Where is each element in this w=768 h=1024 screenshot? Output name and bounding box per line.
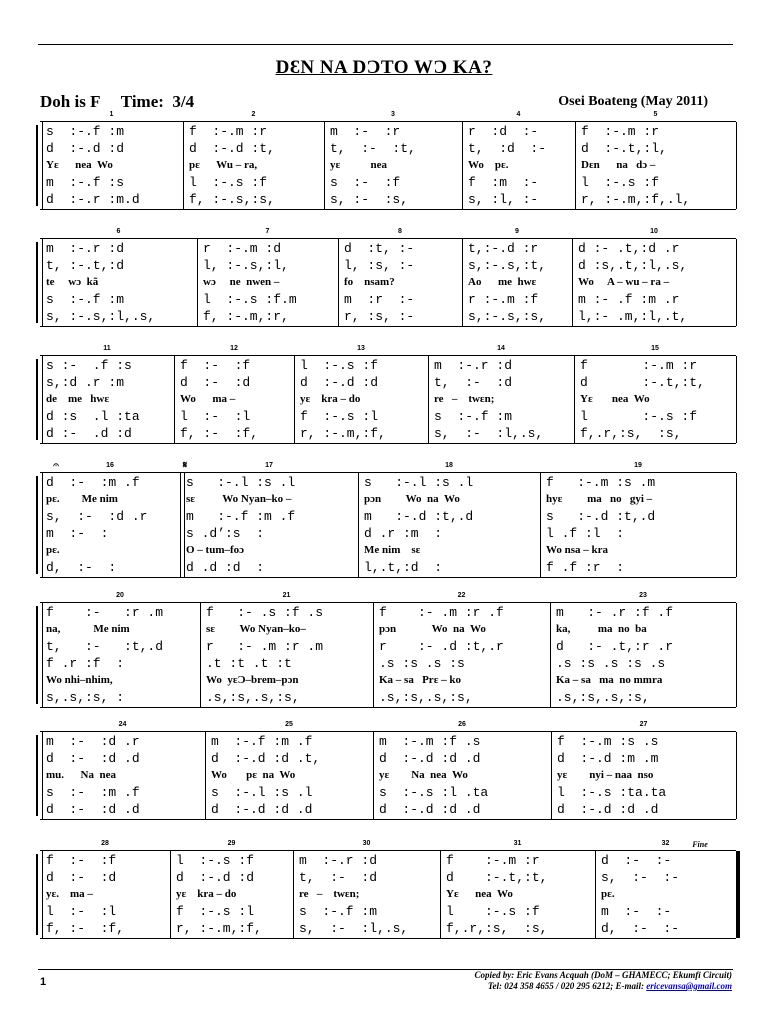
solfa-notes: l :-.s :f [581, 175, 660, 190]
solfa-notes: l :-.s :f [176, 853, 255, 868]
solfa-row [40, 508, 736, 525]
solfa-notes: s, :- :d .r [46, 509, 148, 524]
measure-number: 13 [357, 345, 365, 352]
contact-tel: Tel: 024 358 4655 / 020 295 6212; E-mail: [487, 981, 647, 991]
measure-number: 17 [265, 462, 273, 469]
solfa-notes: f :- .m :r .f [379, 605, 504, 620]
measure-number: 1 [109, 111, 114, 118]
solfa-notes: f :-.m :r [189, 124, 268, 139]
staff [40, 121, 736, 210]
lyric-text: Yɛ nea Wo [580, 393, 650, 405]
solfa-row [40, 357, 736, 374]
solfa-notes: r :d :- [468, 124, 539, 139]
solfa-notes: r :- .d :t,.r [379, 639, 504, 654]
measure-number: 24 [118, 721, 127, 728]
solfa-notes: m :- : [46, 526, 109, 541]
time-signature: Time: 3/4 [120, 92, 195, 111]
solfa-notes: f :-.m :r [581, 124, 660, 139]
solfa-notes: s, :- :l,.s, [299, 921, 409, 936]
solfa-notes: r :- .m :r .m [206, 639, 324, 654]
solfa-notes: d :-.r :m.d [46, 192, 140, 207]
solfa-row [40, 655, 736, 672]
solfa-notes: f,.r,:s, :s, [446, 921, 548, 936]
lyric-text: fo nsam? [344, 276, 395, 288]
solfa-notes: t,:-.d :r [468, 241, 539, 256]
solfa-notes: d :-.d :d [176, 870, 255, 885]
lyric-text: na, Me nim [46, 623, 130, 635]
lyric-row [40, 491, 736, 508]
solfa-notes: .s,:s,.s,:s, [206, 690, 300, 705]
solfa-notes: .s :s .s :s [379, 656, 465, 671]
solfa-notes: s,:-.s,:s, [468, 309, 547, 324]
lyric-text: yɛ nyi – naa nso [557, 769, 654, 781]
solfa-row [40, 191, 736, 208]
solfa-notes: f,.r,:s, :s, [580, 426, 682, 441]
solfa-notes: s :-.f :m [299, 904, 378, 919]
solfa-notes: d :- :m .f [46, 475, 140, 490]
solfa-notes: f :- :f [46, 853, 117, 868]
fermata-icon: 𝄐 [53, 460, 59, 471]
system-4 [40, 460, 736, 578]
solfa-notes: l :-.s :f.m [203, 292, 297, 307]
solfa-notes: l, :-.s,:l, [203, 258, 289, 273]
solfa-notes: f :-.m :s .s [557, 734, 659, 749]
solfa-notes: l :- :l [180, 409, 251, 424]
solfa-notes: d, :- :- [601, 921, 680, 936]
lyric-text: hyɛ ma no gyi – [546, 493, 653, 505]
staff [40, 238, 736, 327]
measure-number: 26 [458, 721, 466, 728]
staff [40, 355, 736, 444]
solfa-row [40, 240, 736, 257]
solfa-notes: f :-.s :l [176, 904, 255, 919]
solfa-row [40, 750, 736, 767]
solfa-notes: f, :- :f, [180, 426, 259, 441]
measure-number: 16 [106, 462, 114, 469]
solfa-notes: f, :-.s,:s, [189, 192, 275, 207]
segno-icon: 𝄋 [182, 460, 188, 471]
solfa-notes: .s,:s,.s,:s, [556, 690, 650, 705]
measure-number: 15 [651, 345, 659, 352]
solfa-row [40, 638, 736, 655]
system-brace [36, 854, 38, 935]
measure-number: 22 [457, 592, 466, 599]
solfa-notes: r, :-.m,:f,.l, [581, 192, 691, 207]
measure-numbers [40, 840, 736, 850]
measure-number: 31 [513, 840, 522, 847]
solfa-notes: s :- .f :s [46, 358, 132, 373]
solfa-notes: l :-.s :ta.ta [557, 785, 667, 800]
lyric-text: Ka – sa Prɛ – ko [379, 674, 462, 686]
solfa-notes: s :- :f [330, 175, 401, 190]
staff [40, 731, 736, 820]
measure-number: 30 [362, 840, 371, 847]
solfa-notes: t, :-.t,:d [46, 258, 125, 273]
solfa-notes: d .r :m : [364, 526, 443, 541]
solfa-notes: m :-.m :f .s [379, 734, 481, 749]
solfa-notes: s,:d .r :m [46, 375, 125, 390]
copied-by: Copied by: Eric Evans Acquah (DoM – GHAMECC; Ekumfi Circuit) [474, 970, 732, 980]
solfa-notes: l .f :l : [546, 526, 625, 541]
measure-number: 21 [282, 592, 291, 599]
solfa-notes: .s :s .s :s .s [556, 656, 666, 671]
lyric-row [40, 542, 736, 559]
header-rule [38, 44, 733, 45]
solfa-notes: f :- :f [180, 358, 251, 373]
solfa-notes: m :r :- [344, 292, 415, 307]
solfa-row [40, 920, 736, 937]
solfa-notes: d :t, :- [344, 241, 415, 256]
system-2 [40, 228, 736, 327]
solfa-notes: s :-.d :t,.d [546, 509, 656, 524]
measure-numbers [40, 462, 736, 472]
lyric-text: Yɛ nea Wo [46, 159, 113, 171]
lyric-text: Wo yɛƆ–brem–pɔn [206, 674, 299, 686]
lyric-text: Wo ma – [180, 393, 236, 405]
composer: Osei Boateng (May 2011) [558, 94, 708, 109]
solfa-notes: s :-.s :l .ta [379, 785, 489, 800]
solfa-notes: .t :t .t :t [206, 656, 292, 671]
solfa-notes: s :-.l :s .l [364, 475, 474, 490]
solfa-notes: m :-.r :d [299, 853, 378, 868]
solfa-notes: f .r :f : [46, 656, 125, 671]
lyric-text: Wo A – wu – ra – [578, 276, 670, 288]
solfa-notes: t, :d :- [468, 141, 547, 156]
solfa-notes: m :-.r :d [46, 241, 125, 256]
solfa-row [40, 174, 736, 191]
solfa-row [40, 869, 736, 886]
solfa-notes: t, :- :d [299, 870, 378, 885]
solfa-notes: s, :-.s,:l,.s, [46, 309, 156, 324]
system-5 [40, 592, 736, 708]
lyric-text: Yɛ nea Wo [446, 888, 513, 900]
copy-credit [475, 970, 732, 992]
lyric-text: Ao me hwɛ [468, 276, 537, 288]
lyric-text: Ka – sa ma no mmra [556, 674, 663, 686]
system-brace [36, 476, 38, 574]
solfa-notes: d :s .l :ta [46, 409, 140, 424]
solfa-notes: d .d :d : [186, 560, 265, 575]
solfa-notes: d :-.d :t, [189, 141, 275, 156]
solfa-notes: l :-.s :f [446, 904, 540, 919]
solfa-notes: s,.s,:s, : [46, 690, 125, 705]
solfa-notes: .s,:s,.s,:s, [379, 690, 473, 705]
solfa-notes: m :-.r :d [434, 358, 513, 373]
system-brace [36, 242, 38, 323]
solfa-row [40, 408, 736, 425]
measure-number: 4 [516, 111, 521, 118]
lyric-text: re – twɛn; [434, 393, 495, 405]
staff [40, 602, 736, 708]
solfa-row [40, 374, 736, 391]
solfa-row [40, 852, 736, 869]
staff [40, 472, 736, 578]
lyric-text: Wo pɛ. [468, 159, 509, 171]
measure-number: 14 [497, 345, 505, 352]
solfa-notes: t, :- :t,.d [46, 639, 164, 654]
solfa-notes: r, :-.m,:f, [300, 426, 386, 441]
measure-number: 10 [650, 228, 658, 235]
solfa-notes: f .f :r : [546, 560, 625, 575]
solfa-notes: d :-.t,:l, [581, 141, 667, 156]
system-1 [40, 111, 736, 210]
solfa-notes: f :-.s :l [300, 409, 379, 424]
lyric-text: yɛ. ma – [46, 888, 93, 900]
solfa-notes: d :- :d [180, 375, 251, 390]
lyric-text: O – tum–foɔ [186, 544, 245, 556]
solfa-row [40, 291, 736, 308]
solfa-notes: s :-.f :m [46, 292, 125, 307]
solfa-row [40, 903, 736, 920]
solfa-notes: r, :s, :- [344, 309, 415, 324]
lyric-text: mu. Na nea [46, 769, 116, 781]
solfa-notes: s .d’:s : [186, 526, 265, 541]
solfa-notes: s, :- :- [601, 870, 680, 885]
lyric-text: Me nim sɛ [364, 544, 421, 556]
measure-number: 19 [634, 462, 642, 469]
solfa-notes: s :-.l :s .l [211, 785, 313, 800]
solfa-notes: s, :- :l,.s, [434, 426, 544, 441]
solfa-row [40, 525, 736, 542]
lyric-row [40, 157, 736, 174]
staff [40, 850, 736, 939]
solfa-notes: f :-.m :r [446, 853, 540, 868]
solfa-notes: f :-.m :s .m [546, 475, 656, 490]
lyric-text: sɛ Wo Nyan–ko– [206, 623, 306, 635]
solfa-notes: d :- :d .d [46, 802, 140, 817]
measure-number: 20 [116, 592, 124, 599]
system-brace [36, 359, 38, 440]
solfa-notes: r :-.m :d [203, 241, 282, 256]
solfa-notes: m :- :d .r [46, 734, 140, 749]
lyric-text: de me hwɛ [46, 393, 110, 405]
measure-number: 12 [230, 345, 238, 352]
lyric-text: ka, ma no ba [556, 623, 647, 635]
key-and-time [40, 92, 194, 112]
solfa-notes: d :- .d :d [46, 426, 132, 441]
solfa-row [40, 604, 736, 621]
solfa-notes: s :-.f :m [46, 124, 125, 139]
lyric-text: te wɔ kã [46, 276, 99, 288]
solfa-notes: f :- .s :f .s [206, 605, 324, 620]
measure-number: 27 [639, 721, 648, 728]
solfa-notes: d, :- : [46, 560, 117, 575]
lyric-row [40, 886, 736, 903]
solfa-notes: d :- :- [601, 853, 672, 868]
lyric-row [40, 767, 736, 784]
solfa-row [40, 689, 736, 706]
solfa-notes: l, :s, :- [344, 258, 415, 273]
measure-number: 28 [101, 840, 109, 847]
measure-number: 9 [515, 228, 519, 235]
song-title: DƐN NA DƆTO WƆ KA? [275, 57, 493, 78]
lyric-text: yɛ kra – do [300, 393, 361, 405]
measure-number: 3 [391, 111, 395, 118]
solfa-notes: r, :-.m,:f, [176, 921, 262, 936]
measure-number: 6 [116, 228, 121, 235]
solfa-notes: d :-.d :d .d [557, 802, 659, 817]
lyric-text: yɛ Na nea Wo [379, 769, 468, 781]
solfa-notes: d :-.d :d .d [211, 802, 313, 817]
measure-number: 8 [398, 228, 402, 235]
solfa-notes: m :-.f :s [46, 175, 125, 190]
solfa-notes: l,.t,:d : [364, 560, 443, 575]
solfa-notes: d :-.d :d .t, [211, 751, 321, 766]
solfa-row [40, 123, 736, 140]
system-brace [36, 125, 38, 206]
measure-number: 5 [653, 111, 658, 118]
measure-number: 2 [251, 111, 256, 118]
solfa-notes: m :-.f :m .f [211, 734, 313, 749]
measure-numbers [40, 111, 736, 121]
solfa-notes: s :-.l :s .l [186, 475, 296, 490]
email-link[interactable]: ericevansa@gmail.com [646, 981, 732, 991]
lyric-text: pɛ Wu – ra, [189, 159, 258, 171]
page-number: 1 [40, 976, 47, 988]
solfa-notes: s :- :m .f [46, 785, 140, 800]
solfa-row [40, 559, 736, 576]
measure-number: 7 [265, 228, 270, 235]
measure-number: 25 [285, 721, 293, 728]
solfa-notes: m :- :r [330, 124, 401, 139]
lyric-text: pɔn Wo na Wo [364, 493, 460, 505]
lyric-text: pɔn Wo na Wo [379, 623, 486, 635]
solfa-notes: f :m :- [468, 175, 539, 190]
solfa-notes: s,:-.s,:t, [468, 258, 547, 273]
lyric-text: wɔ ne nwen – [203, 276, 280, 288]
solfa-notes: t, :- :t, [330, 141, 416, 156]
solfa-notes: s :-.f :m [434, 409, 513, 424]
solfa-notes: f :-.m :r [580, 358, 698, 373]
solfa-notes: m :- .r :f .f [556, 605, 674, 620]
measure-number: 18 [445, 462, 453, 469]
solfa-row [40, 733, 736, 750]
key-signature: Doh is F [40, 92, 100, 111]
lyric-text: yɛ nea [330, 159, 387, 171]
solfa-notes: d :-.d :d [46, 141, 125, 156]
solfa-notes: f, :- :f, [46, 921, 125, 936]
fine-label: Fine [692, 840, 708, 849]
solfa-notes: m :- :- [601, 904, 672, 919]
measure-number: 11 [103, 345, 111, 352]
system-3 [40, 345, 736, 444]
lyric-text: pɛ. Me nim [46, 493, 118, 505]
lyric-text: Wo pɛ na Wo [211, 769, 296, 781]
solfa-notes: d :-.d :m .m [557, 751, 659, 766]
measure-numbers [40, 592, 736, 602]
measure-number: 29 [227, 840, 236, 847]
solfa-notes: d :- .t,:r .r [556, 639, 674, 654]
solfa-notes: s, :l, :- [468, 192, 539, 207]
lyric-row [40, 672, 736, 689]
solfa-notes: t, :- :d [434, 375, 513, 390]
measure-number: 23 [639, 592, 647, 599]
lyric-text: Wo nsa – kra [546, 544, 609, 556]
solfa-notes: f :- :r .m [46, 605, 164, 620]
lyric-text: sɛ Wo Nyan–ko – [186, 493, 292, 505]
solfa-notes: f, :-.m,:r, [203, 309, 289, 324]
solfa-notes: d :- :d .d [46, 751, 140, 766]
solfa-notes: l :-.s :f [300, 358, 379, 373]
lyric-row [40, 621, 736, 638]
measure-numbers [40, 345, 736, 355]
solfa-row [40, 308, 736, 325]
solfa-row [40, 140, 736, 157]
solfa-row [40, 801, 736, 818]
solfa-notes: d :-.d :d .d [379, 751, 481, 766]
lyric-text: yɛ kra – do [176, 888, 237, 900]
solfa-notes: m :-.f :m .f [186, 509, 296, 524]
solfa-row [40, 784, 736, 801]
lyric-text: pɛ. [601, 888, 615, 900]
solfa-row [40, 474, 736, 491]
solfa-notes: m :-.d :t,.d [364, 509, 474, 524]
solfa-notes: m :- .f :m .r [578, 292, 680, 307]
solfa-notes: s, :- :s, [330, 192, 409, 207]
solfa-notes: l,:- .m,:l,.t, [578, 309, 688, 324]
system-brace [36, 735, 38, 816]
solfa-notes: r :-.m :f [468, 292, 539, 307]
system-brace [36, 606, 38, 704]
system-6 [40, 721, 736, 820]
solfa-notes: d :-.d :d .d [379, 802, 481, 817]
measure-number: 32 [661, 840, 670, 847]
solfa-notes: l :-.s :f [189, 175, 268, 190]
solfa-notes: d :s,.t,:l,.s, [578, 258, 688, 273]
lyric-text: pɛ. [46, 544, 60, 556]
solfa-notes: d :-.t,:t, [580, 375, 705, 390]
solfa-notes: l :- :l [46, 904, 117, 919]
solfa-row [40, 425, 736, 442]
lyric-text: Dɛn na dɔ – [581, 159, 656, 171]
solfa-notes: d :- .t,:d .r [578, 241, 680, 256]
solfa-notes: d :- :d [46, 870, 117, 885]
system-7 [40, 840, 736, 939]
lyric-text: Wo nhi–nhim, [46, 674, 113, 686]
solfa-notes: d :-.d :d [300, 375, 379, 390]
lyric-row [40, 274, 736, 291]
measure-numbers [40, 721, 736, 731]
solfa-notes: l :-.s :f [580, 409, 698, 424]
lyric-row [40, 391, 736, 408]
solfa-row [40, 257, 736, 274]
contact-line [475, 981, 732, 992]
measure-numbers [40, 228, 736, 238]
solfa-notes: d :-.t,:t, [446, 870, 548, 885]
lyric-text: re – twɛn; [299, 888, 360, 900]
